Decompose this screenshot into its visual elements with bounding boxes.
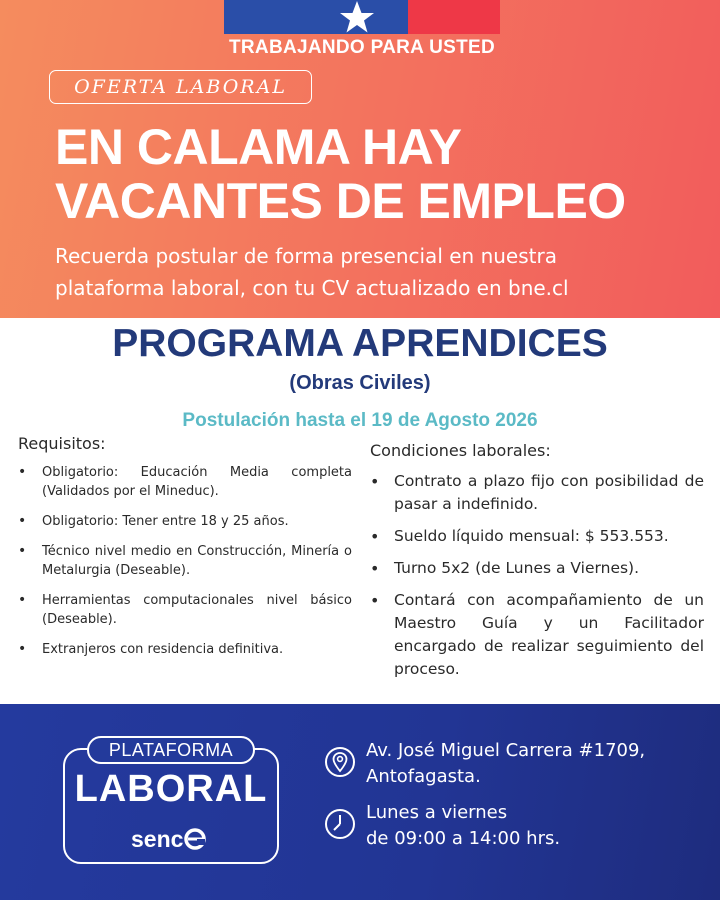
hours-line: Lunes a viernes: [366, 802, 508, 823]
headline: [55, 120, 695, 228]
chile-flag: [224, 0, 500, 34]
address-line: Av. José Miguel Carrera #1709,: [366, 740, 646, 761]
address-line: Antofagasta.: [366, 766, 481, 787]
requirements-title: Requisitos:: [18, 434, 106, 453]
clock-icon: [324, 806, 356, 842]
top-banner: [0, 0, 720, 318]
address-text: [366, 738, 706, 790]
application-deadline: Postulación hasta el 19 de Agosto 2026: [182, 410, 538, 431]
tagline: TRABAJANDO PARA USTED: [229, 37, 495, 58]
flag-blue-band: [224, 0, 308, 34]
list-item: • Contará con acompañamiento de un Maestro Guía y un Facilitador encargado de realizar seguimiento del proceso.: [370, 589, 704, 681]
program-title: PROGRAMA APRENDICES: [112, 322, 608, 365]
requirements-section: [18, 433, 352, 670]
list-item: • Obligatorio: Tener entre 18 y 25 años.: [18, 512, 352, 531]
program-subtitle: (Obras Civiles): [289, 372, 431, 394]
list-item: • Herramientas computacionales nivel básico (Deseable).: [18, 591, 352, 629]
subtitle-line: Recuerda postular de forma presencial en nuestra: [55, 244, 557, 268]
list-item: • Obligatorio: Educación Media completa (Validados por el Mineduc).: [18, 463, 352, 501]
subtitle: [55, 240, 695, 304]
platform-logo-box: [63, 740, 279, 864]
platform-label: PLATAFORMA: [87, 736, 255, 764]
headline-line: EN CALAMA HAY: [55, 119, 462, 175]
sence-logo: [127, 824, 217, 854]
conditions-section: [370, 440, 704, 690]
list-item: • Contrato a plazo fijo con posibilidad de pasar a indefinido.: [370, 470, 704, 516]
footer-banner: [0, 704, 720, 900]
conditions-list: [370, 470, 704, 681]
location-pin-icon: [324, 744, 356, 780]
star-icon: [332, 0, 382, 35]
hours-line: de 09:00 a 14:00 hrs.: [366, 828, 561, 849]
list-item: • Extranjeros con residencia definitiva.: [18, 640, 352, 659]
conditions-title: Condiciones laborales:: [370, 441, 551, 460]
list-item: • Sueldo líquido mensual: $ 553.553.: [370, 525, 704, 548]
subtitle-line: plataforma laboral, con tu CV actualizado en bne.cl: [55, 276, 569, 300]
offer-badge: OFERTA LABORAL: [49, 70, 312, 104]
platform-main-text: LABORAL: [74, 768, 268, 810]
list-item: • Turno 5x2 (de Lunes a Viernes).: [370, 557, 704, 580]
svg-text:senc: senc: [131, 826, 184, 852]
requirements-list: [18, 463, 352, 659]
hours-text: [366, 800, 706, 852]
list-item: • Técnico nivel medio en Construcción, Minería o Metalurgia (Deseable).: [18, 542, 352, 580]
headline-line: VACANTES DE EMPLEO: [55, 173, 626, 229]
